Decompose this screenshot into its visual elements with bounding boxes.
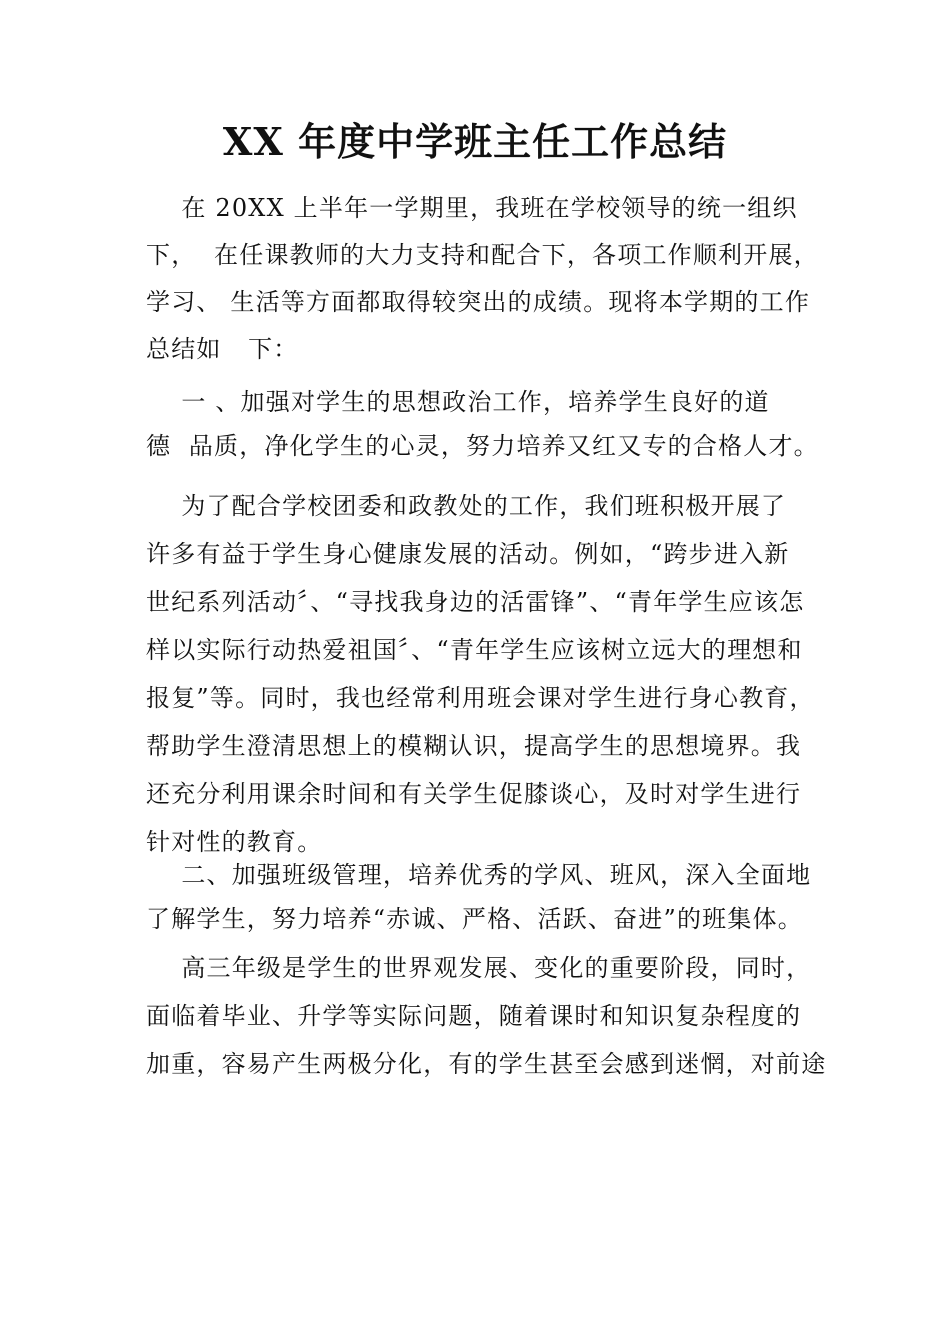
paragraph-line: 德 品质，净化学生的心灵，努力培养又红又专的合格人才。 bbox=[146, 432, 819, 460]
paragraph-line: 为了配合学校团委和政教处的工作，我们班积极开展了 bbox=[146, 492, 787, 520]
paragraph-line: 还充分利用课余时间和有关学生促膝谈心，及时对学生进行 bbox=[146, 780, 802, 808]
paragraph-line: 针对性的教育。 bbox=[146, 828, 323, 856]
section-heading-2 bbox=[146, 853, 816, 941]
paragraph-line: 样以实际行动热爱祖国〞、“青年学生应该树立远大的理想和 bbox=[146, 636, 803, 664]
paragraph-line: 高三年级是学生的世界观发展、变化的重要阶段，同时， bbox=[146, 954, 812, 982]
paragraph-line: 面临着毕业、升学等实际问题，随着课时和知识复杂程度的 bbox=[146, 1002, 802, 1030]
paragraph-intro bbox=[146, 185, 819, 373]
section-heading-1 bbox=[146, 380, 819, 468]
paragraph-line: 学习、 生活等方面都取得较突出的成绩。现将本学期的工作 bbox=[146, 288, 811, 316]
paragraph-line: 一 、加强对学生的思想政治工作，培养学生良好的道 bbox=[146, 388, 770, 416]
paragraph-line: 世纪系列活动〞、“寻找我身边的活雷锋”、“青年学生应该怎 bbox=[146, 588, 805, 616]
paragraph-line: 在 20XX 上半年一学期里，我班在学校领导的统一组织 bbox=[146, 194, 798, 222]
paragraph-activities bbox=[146, 482, 816, 866]
paragraph-line: 加重，容易产生两极分化，有的学生甚至会感到迷惘，对前途 bbox=[146, 1050, 827, 1078]
paragraph-line: 总结如 下： bbox=[146, 335, 299, 363]
paragraph-line: 帮助学生澄清思想上的模糊认识，提高学生的思想境界。我 bbox=[146, 732, 802, 760]
paragraph-line: 了解学生，努力培养“赤诚、严格、活跃、奋进”的班集体。 bbox=[146, 905, 803, 933]
paragraph-line: 下， 在任课教师的大力支持和配合下，各项工作顺利开展， bbox=[146, 241, 819, 269]
document-title: XX 年度中学班主任工作总结 bbox=[222, 119, 728, 164]
paragraph-line: 报复”等。同时，我也经常利用班会课对学生进行身心教育， bbox=[146, 684, 815, 712]
paragraph-line: 二、加强班级管理，培养优秀的学风、班风，深入全面地 bbox=[146, 861, 812, 889]
paragraph-line: 许多有益于学生身心健康发展的活动。例如，“跨步进入新 bbox=[146, 540, 790, 568]
paragraph-grade-three bbox=[146, 944, 827, 1088]
